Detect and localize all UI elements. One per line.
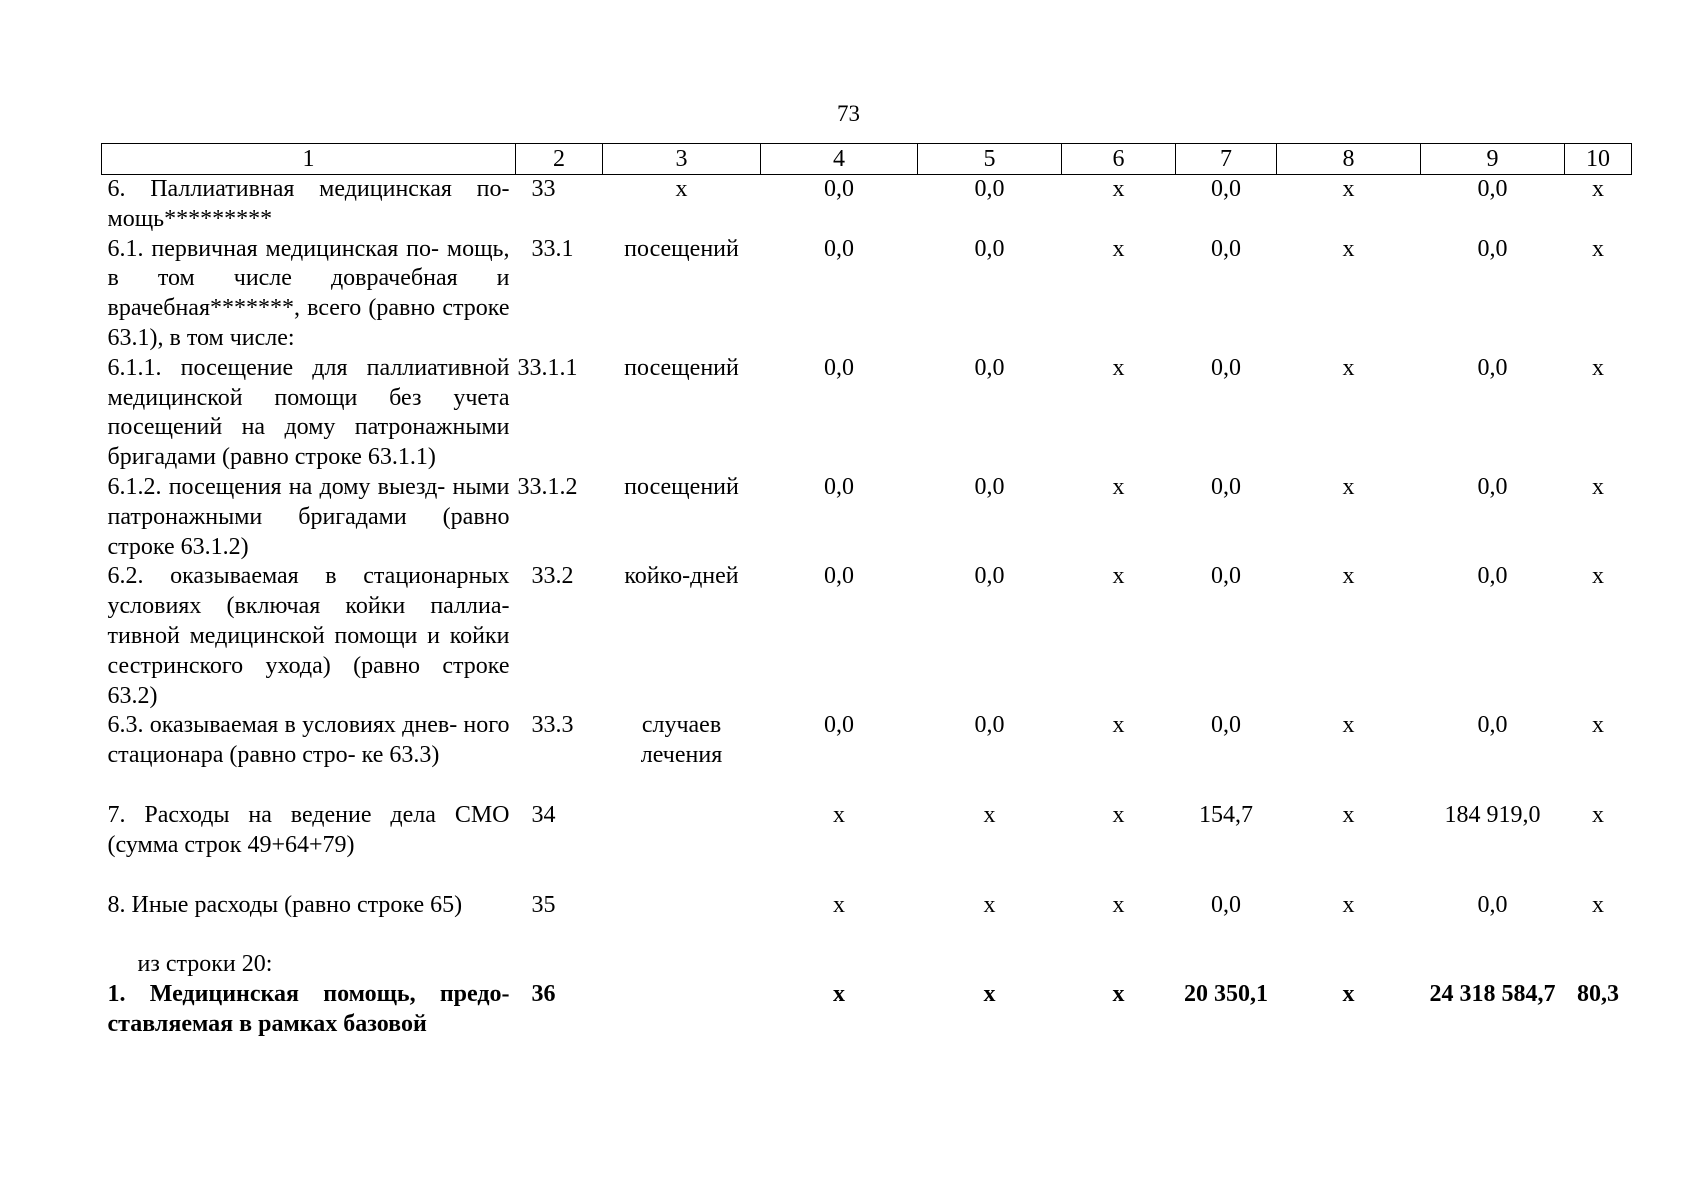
page-number: 73: [837, 101, 860, 126]
cell-col5: 0,0: [974, 176, 1005, 202]
cell-col9: 0,0: [1477, 891, 1508, 918]
row-code: 36: [531, 981, 556, 1008]
cell-col6: х: [1112, 235, 1125, 262]
table-row: [102, 891, 1632, 951]
cell-col8: х: [1342, 235, 1355, 262]
cell-col6: х: [1112, 712, 1125, 739]
cell-col8: х: [1342, 563, 1355, 590]
cell-col6: х: [1112, 473, 1125, 500]
cell-col8: х: [1342, 354, 1355, 381]
row-unit: посещений: [624, 354, 739, 381]
cell-col5: х: [983, 891, 996, 918]
cell-col6: х: [1112, 801, 1125, 828]
cell-col6: х: [1112, 354, 1125, 381]
cell-col9: 0,0: [1477, 563, 1508, 590]
row-unit: [603, 801, 761, 891]
cell-col9: 0,0: [1477, 354, 1508, 381]
header-cell: 4: [761, 144, 918, 175]
row-name: 1. Медицинская помощь, предо- ставляемая в рамках базовой: [107, 981, 510, 1037]
cell-col5: х: [983, 801, 996, 828]
row-unit: х: [675, 176, 688, 202]
header-cell: 9: [1421, 144, 1565, 175]
row-code: 33.3: [531, 712, 574, 739]
row-name: 8. Иные расходы (равно строке 65): [107, 891, 463, 918]
cell-col7: 0,0: [1211, 473, 1241, 500]
header-cell: 7: [1176, 144, 1277, 175]
row-code: 33: [531, 176, 556, 202]
header-cell: 5: [918, 144, 1062, 175]
table-row: [102, 235, 1632, 354]
table-row: [102, 801, 1632, 891]
header-cell: 3: [603, 144, 761, 175]
header-cell: 8: [1277, 144, 1421, 175]
cell-col7: 154,7: [1199, 801, 1253, 828]
cell-col4: х: [833, 801, 845, 828]
cell-col10: х: [1592, 176, 1604, 202]
cell-col5: х: [983, 981, 996, 1008]
row-code: 33.1.1: [517, 354, 578, 381]
cell-col8: х: [1342, 981, 1355, 1008]
data-table: [101, 143, 1632, 1040]
cell-col7: 20 350,1: [1184, 981, 1268, 1008]
row-code: 33.1: [531, 235, 574, 262]
section-subheading: из строки 20:: [137, 951, 273, 978]
cell-col5: 0,0: [974, 563, 1005, 590]
table-row: [102, 354, 1632, 473]
row-unit: посещений: [624, 235, 739, 262]
row-name: 6.1.2. посещения на дому выезд- ными патронажными бригадами (равно строке 63.1.2): [107, 473, 510, 560]
row-code: 35: [531, 891, 556, 918]
row-name: 7. Расходы на ведение дела СМО (сумма строк 49+64+79): [107, 801, 510, 858]
cell-col7: 0,0: [1211, 563, 1241, 590]
table-row: [102, 175, 1632, 235]
cell-col8: х: [1342, 176, 1355, 202]
cell-col8: х: [1342, 801, 1355, 828]
header-cell: 1: [102, 144, 516, 175]
cell-col10: х: [1592, 563, 1604, 590]
table-row: [102, 473, 1632, 562]
row-code: 33.2: [531, 563, 574, 590]
header-row: [102, 144, 1632, 175]
row-name: 6.1. первичная медицинская по- мощь, в том числе доврачебная и врачебная*******, всего (равно строке 63.1), в том числе:: [107, 235, 510, 351]
cell-col10: х: [1592, 891, 1604, 918]
cell-col7: 0,0: [1211, 176, 1241, 202]
header-cell: 6: [1062, 144, 1176, 175]
table-row: [102, 980, 1632, 1040]
cell-col4: х: [833, 891, 845, 918]
cell-col10: 80,3: [1577, 981, 1619, 1008]
row-name: 6.1.1. посещение для паллиативной медицинской помощи без учета посещений на дому патронажными бригадами (равно строке 63.1.1): [107, 354, 510, 471]
cell-col10: х: [1592, 354, 1604, 381]
row-unit: посещений: [624, 473, 739, 500]
cell-col7: 0,0: [1211, 354, 1241, 381]
row-name: 6.3. оказываемая в условиях днев- ного стационара (равно стро- ке 63.3): [107, 712, 510, 769]
cell-col4: 0,0: [824, 563, 854, 590]
cell-col5: 0,0: [974, 354, 1005, 381]
header-cell: 10: [1565, 144, 1632, 175]
cell-col9: 0,0: [1477, 712, 1508, 739]
cell-col8: х: [1342, 891, 1355, 918]
cell-col4: 0,0: [824, 176, 854, 202]
cell-col4: х: [833, 981, 845, 1008]
header-cell: 2: [516, 144, 603, 175]
cell-col9: 0,0: [1477, 473, 1508, 500]
row-unit: случаев лечения: [640, 712, 723, 769]
cell-col10: х: [1592, 473, 1604, 500]
row-unit: [603, 980, 761, 1040]
cell-col4: 0,0: [824, 235, 854, 262]
cell-col5: 0,0: [974, 712, 1005, 739]
table-row: [102, 711, 1632, 801]
cell-col9: 0,0: [1477, 176, 1508, 202]
cell-col9: 24 318 584,7: [1429, 981, 1556, 1008]
cell-col7: 0,0: [1211, 891, 1241, 918]
cell-col6: х: [1112, 563, 1125, 590]
cell-col6: х: [1112, 981, 1125, 1008]
cell-col10: х: [1592, 712, 1604, 739]
cell-col10: х: [1592, 801, 1604, 828]
row-unit: койко-дней: [624, 563, 739, 590]
cell-col4: 0,0: [824, 354, 854, 381]
row-code: 33.1.2: [517, 473, 578, 500]
cell-col7: 0,0: [1211, 235, 1241, 262]
table-row: [102, 562, 1632, 711]
cell-col6: х: [1112, 176, 1125, 202]
cell-col8: х: [1342, 712, 1355, 739]
cell-col5: 0,0: [974, 473, 1005, 500]
cell-col8: х: [1342, 473, 1355, 500]
row-code: 34: [531, 801, 556, 828]
cell-col4: 0,0: [824, 473, 854, 500]
row-unit: [603, 891, 761, 951]
cell-col9: 0,0: [1477, 235, 1508, 262]
cell-col9: 184 919,0: [1444, 801, 1541, 828]
table-row: [102, 950, 1632, 980]
cell-col6: х: [1112, 891, 1125, 918]
row-name: 6.2. оказываемая в стационарных условиях (включая койки паллиа- тивной медицинской помощи и койки сестринского ухода) (равно строке 63.2): [107, 563, 510, 709]
row-name: 6. Паллиативная медицинская по- мощь*********: [107, 176, 510, 232]
cell-col4: 0,0: [824, 712, 854, 739]
cell-col5: 0,0: [974, 235, 1005, 262]
cell-col7: 0,0: [1211, 712, 1241, 739]
cell-col10: х: [1592, 235, 1604, 262]
